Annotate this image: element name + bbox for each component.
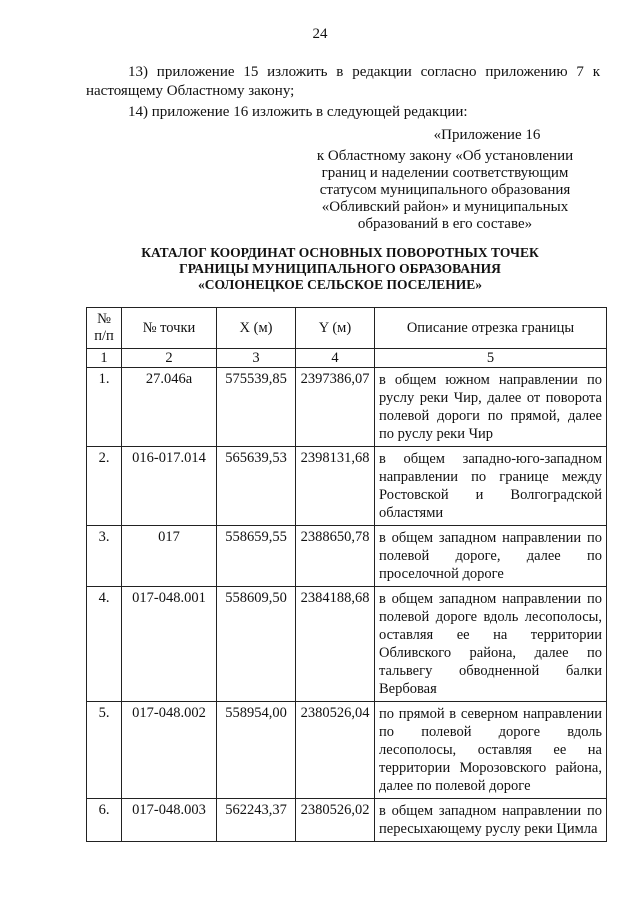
segment-description: в общем западно-юго-западном направлении по границе между Ростовской и Волгоградской областями <box>375 447 607 526</box>
column-number-row <box>87 349 607 368</box>
column-number: 1 <box>87 349 122 368</box>
table-row <box>87 526 607 587</box>
row-number: 1. <box>87 368 122 447</box>
x-coordinate: 558609,50 <box>217 587 296 702</box>
header-x: X (м) <box>217 308 296 349</box>
point-id: 017-048.002 <box>122 702 217 799</box>
header-row-number <box>87 308 122 349</box>
segment-description: в общем западном направлении по полевой дороге, далее по проселочной дороге <box>375 526 607 587</box>
page-number: 24 <box>312 26 328 42</box>
table-row <box>87 447 607 526</box>
point-id: 016-017.014 <box>122 447 217 526</box>
y-coordinate: 2384188,68 <box>296 587 375 702</box>
column-number: 5 <box>375 349 607 368</box>
row-number: 6. <box>87 799 122 842</box>
table-row <box>87 702 607 799</box>
catalog-heading-line: «СОЛОНЕЦКОЕ СЕЛЬСКОЕ ПОСЕЛЕНИЕ» <box>197 277 483 292</box>
header-num-sign: № <box>97 311 111 327</box>
x-coordinate: 558659,55 <box>217 526 296 587</box>
row-number: 5. <box>87 702 122 799</box>
header-y: Y (м) <box>296 308 375 349</box>
column-number: 2 <box>122 349 217 368</box>
x-coordinate: 562243,37 <box>217 799 296 842</box>
table-row <box>87 587 607 702</box>
header-point: № точки <box>122 308 217 349</box>
point-id: 017-048.003 <box>122 799 217 842</box>
appendix-line: границ и наделении соответствующим <box>321 165 569 181</box>
point-id: 017-048.001 <box>122 587 217 702</box>
catalog-heading <box>60 245 620 293</box>
x-coordinate: 558954,00 <box>217 702 296 799</box>
table-row <box>87 368 607 447</box>
segment-description: в общем западном направлении по пересыхающему руслу реки Цимла <box>375 799 607 842</box>
point-id: 017 <box>122 526 217 587</box>
segment-description: в общем южном направлении по руслу реки Чир, далее от поворота полевой дороги по прямой, далее по руслу реки Чир <box>375 368 607 447</box>
appendix-line: статусом муниципального образования <box>319 182 571 198</box>
paragraph-14: 14) приложение 16 изложить в следующей редакции: <box>128 104 468 120</box>
y-coordinate: 2380526,02 <box>296 799 375 842</box>
coordinates-table <box>86 307 607 842</box>
header-num-abbr: п/п <box>94 328 114 344</box>
appendix-line: «Обливский район» и муниципальных <box>321 199 569 215</box>
x-coordinate: 565639,53 <box>217 447 296 526</box>
catalog-heading-line: КАТАЛОГ КООРДИНАТ ОСНОВНЫХ ПОВОРОТНЫХ ТОЧЕК <box>141 245 539 260</box>
table-header-row <box>87 308 607 349</box>
segment-description: по прямой в северном направлении по полевой дороге вдоль лесополосы, оставляя ее на территории Морозовского района, далее по полевой дороге <box>375 702 607 799</box>
catalog-heading-line: ГРАНИЦЫ МУНИЦИПАЛЬНОГО ОБРАЗОВАНИЯ <box>179 261 501 276</box>
segment-description: в общем западном направлении по полевой дороге вдоль лесополосы, оставляя ее на территории Обливского района, далее по тальвегу обводненной балки Вербовая <box>375 587 607 702</box>
appendix-line: к Областному закону «Об установлении <box>316 148 574 164</box>
appendix-reference <box>300 127 590 233</box>
row-number: 2. <box>87 447 122 526</box>
appendix-line: образований в его составе» <box>357 216 533 232</box>
y-coordinate: 2380526,04 <box>296 702 375 799</box>
header-description: Описание отрезка границы <box>375 308 607 349</box>
point-id: 27.046а <box>122 368 217 447</box>
row-number: 3. <box>87 526 122 587</box>
x-coordinate: 575539,85 <box>217 368 296 447</box>
y-coordinate: 2388650,78 <box>296 526 375 587</box>
appendix-title: «Приложение 16 <box>433 127 541 143</box>
y-coordinate: 2398131,68 <box>296 447 375 526</box>
table-row <box>87 799 607 842</box>
column-number: 4 <box>296 349 375 368</box>
paragraph-13: 13) приложение 15 изложить в редакции согласно приложению 7 к настоящему Областному закону; <box>86 64 600 99</box>
column-number: 3 <box>217 349 296 368</box>
row-number: 4. <box>87 587 122 702</box>
y-coordinate: 2397386,07 <box>296 368 375 447</box>
